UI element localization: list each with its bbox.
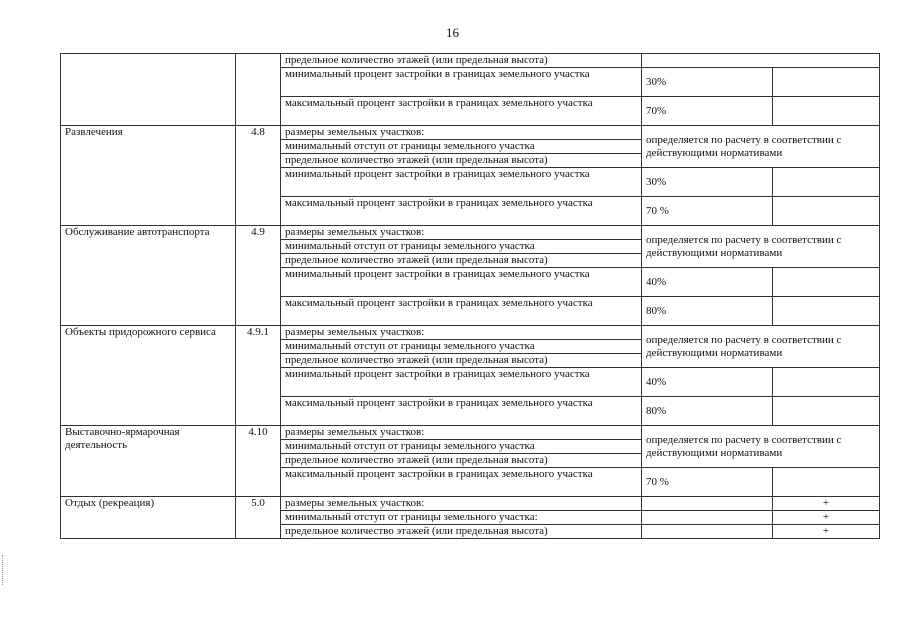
param-min-percent: минимальный процент застройки в границах земельного участка — [281, 168, 642, 197]
table-row — [61, 126, 880, 140]
value-by-calculation: определяется по расчету в соответствии с действующими нормативами — [642, 426, 880, 468]
value-max-percent: 70 % — [642, 468, 773, 497]
param-min-indent: минимальный отступ от границы земельного участка: — [281, 511, 642, 525]
value-max-percent: 70 % — [642, 197, 773, 226]
value-by-calculation: определяется по расчету в соответствии с действующими нормативами — [642, 226, 880, 268]
use-code: 4.9 — [236, 226, 281, 326]
param-max-percent: максимальный процент застройки в границах земельного участка — [281, 468, 642, 497]
value-empty — [642, 497, 773, 511]
use-name: Объекты придорожного сервиса — [61, 326, 236, 426]
param-height: предельное количество этажей (или предельная высота) — [281, 54, 642, 68]
use-code: 5.0 — [236, 497, 281, 539]
table-row — [61, 497, 880, 511]
value-min-percent: 40% — [642, 268, 773, 297]
use-name: Отдых (рекреация) — [61, 497, 236, 539]
value-max-percent: 70% — [642, 97, 773, 126]
param-max-percent: максимальный процент застройки в границах земельного участка — [281, 397, 642, 426]
plus-mark: + — [773, 511, 880, 525]
value-empty — [773, 297, 880, 326]
value-empty — [773, 168, 880, 197]
param-min-indent: минимальный отступ от границы земельного участка — [281, 240, 642, 254]
value-empty — [773, 368, 880, 397]
value-empty — [773, 268, 880, 297]
page-number: 16 — [446, 25, 459, 40]
value-empty — [773, 468, 880, 497]
param-height: предельное количество этажей (или предельная высота) — [281, 525, 642, 539]
param-min-percent: минимальный процент застройки в границах земельного участка — [281, 68, 642, 97]
use-code: 4.8 — [236, 126, 281, 226]
table-row — [61, 426, 880, 440]
value-by-calculation: определяется по расчету в соответствии с действующими нормативами — [642, 326, 880, 368]
param-sizes: размеры земельных участков: — [281, 426, 642, 440]
plus-mark: + — [773, 497, 880, 511]
value-empty — [642, 525, 773, 539]
value-min-percent: 30% — [642, 68, 773, 97]
value-max-percent: 80% — [642, 397, 773, 426]
param-sizes: размеры земельных участков: — [281, 226, 642, 240]
value-min-percent: 40% — [642, 368, 773, 397]
land-use-parameters-table — [60, 53, 880, 539]
use-name: Развлечения — [61, 126, 236, 226]
param-sizes: размеры земельных участков: — [281, 126, 642, 140]
table-row — [61, 226, 880, 240]
table-row — [61, 54, 880, 68]
plus-mark: + — [773, 525, 880, 539]
param-max-percent: максимальный процент застройки в границах земельного участка — [281, 197, 642, 226]
param-height: предельное количество этажей (или предельная высота) — [281, 254, 642, 268]
param-min-indent: минимальный отступ от границы земельного участка — [281, 340, 642, 354]
use-name: Выставочно-ярмарочная деятельность — [61, 426, 236, 497]
row-name-cell — [61, 54, 236, 126]
use-code: 4.10 — [236, 426, 281, 497]
value-empty — [642, 54, 880, 68]
use-code: 4.9.1 — [236, 326, 281, 426]
value-min-percent: 30% — [642, 168, 773, 197]
scan-artifact — [2, 555, 5, 585]
value-empty — [773, 197, 880, 226]
param-sizes: размеры земельных участков: — [281, 326, 642, 340]
param-max-percent: максимальный процент застройки в границах земельного участка — [281, 97, 642, 126]
param-height: предельное количество этажей (или предельная высота) — [281, 454, 642, 468]
value-by-calculation: определяется по расчету в соответствии с действующими нормативами — [642, 126, 880, 168]
value-empty — [773, 397, 880, 426]
use-name: Обслуживание автотранспорта — [61, 226, 236, 326]
value-empty — [773, 97, 880, 126]
param-min-percent: минимальный процент застройки в границах земельного участка — [281, 368, 642, 397]
value-max-percent: 80% — [642, 297, 773, 326]
param-min-percent: минимальный процент застройки в границах земельного участка — [281, 268, 642, 297]
value-empty — [773, 68, 880, 97]
table-row — [61, 326, 880, 340]
param-height: предельное количество этажей (или предельная высота) — [281, 354, 642, 368]
param-height: предельное количество этажей (или предельная высота) — [281, 154, 642, 168]
param-min-indent: минимальный отступ от границы земельного участка — [281, 140, 642, 154]
row-code-cell — [236, 54, 281, 126]
param-min-indent: минимальный отступ от границы земельного участка — [281, 440, 642, 454]
value-empty — [642, 511, 773, 525]
param-max-percent: максимальный процент застройки в границах земельного участка — [281, 297, 642, 326]
param-sizes: размеры земельных участков: — [281, 497, 642, 511]
